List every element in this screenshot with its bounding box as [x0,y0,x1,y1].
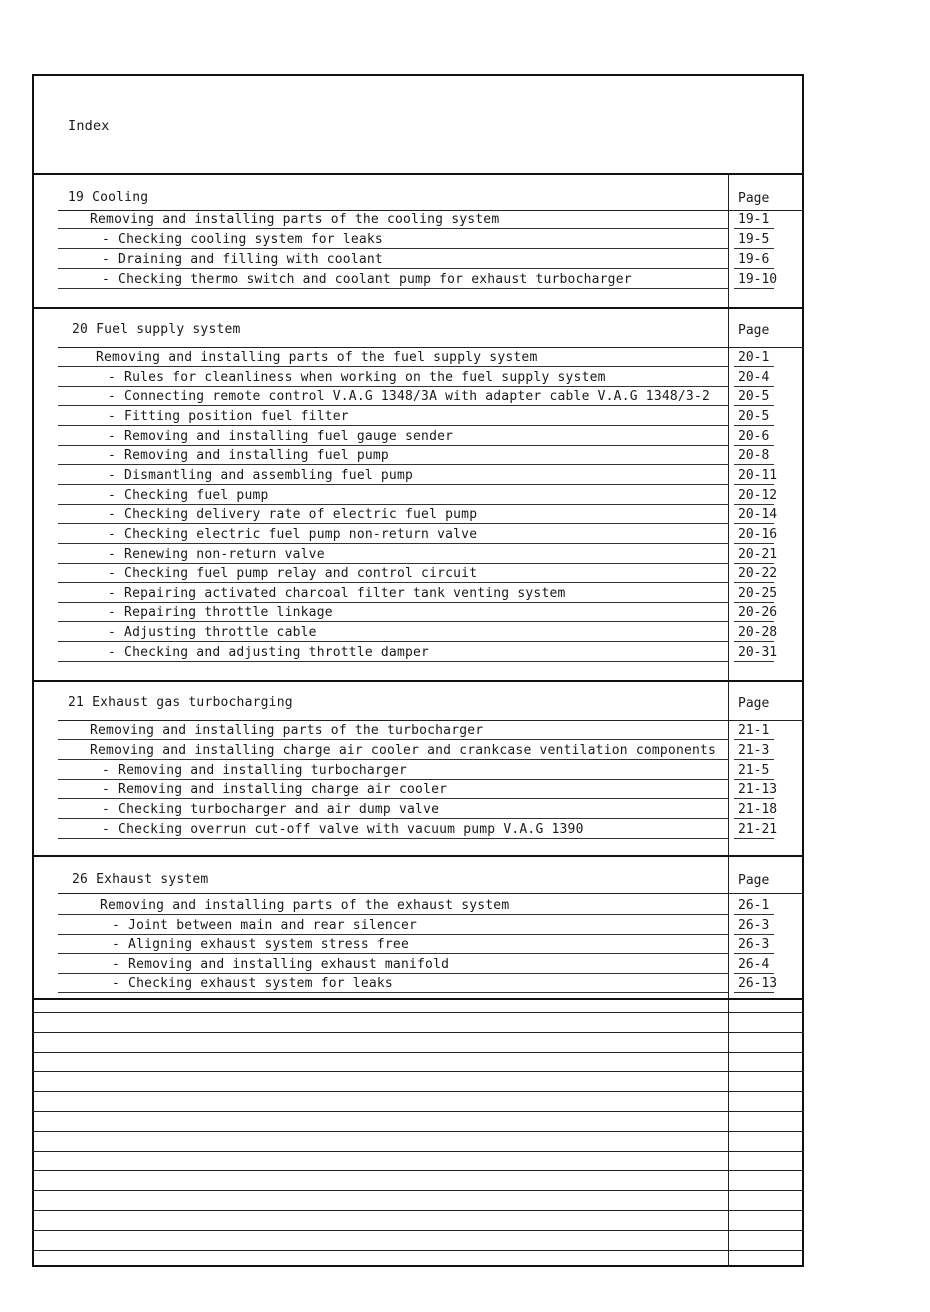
entry-text: - Aligning exhaust system stress free [112,937,409,953]
entry-underline [58,992,728,993]
entry-page: 20-1 [738,350,770,365]
page-underline [734,582,774,583]
blank-ruled-line [32,1111,804,1112]
entry-page: 20-5 [738,389,770,405]
entry-text: - Checking turbocharger and air dump valve [102,802,440,818]
entry-text: - Removing and installing turbocharger [102,762,408,778]
entry-page: 21-18 [738,802,778,818]
entry-page: 20-5 [738,408,770,424]
entry-page: 20-22 [738,566,778,582]
page-underline [734,504,774,505]
entry-underline [58,953,728,954]
entry-text: - Checking and adjusting throttle damper [108,644,430,660]
entry-page: 21-1 [738,723,770,738]
entry-text: Removing and installing charge air cooler and crankcase ventilation components [90,742,717,758]
entry-page: 20-25 [738,585,778,601]
page-column-label: Page [738,873,770,888]
entry-text: - Checking exhaust system for leaks [112,976,393,992]
entry-text: - Fitting position fuel filter [108,408,349,424]
section-heading: 20 Fuel supply system [72,322,241,337]
blank-ruled-line [32,1170,804,1171]
entry-text: - Checking electric fuel pump non-return valve [108,526,478,542]
entry-underline [58,582,728,583]
entry-page: 26-3 [738,937,770,953]
page-column-label: Page [738,191,770,206]
entry-text: - Adjusting throttle cable [108,625,317,641]
page-underline [734,248,774,249]
page-underline [734,484,774,485]
section-heading: 21 Exhaust gas turbocharging [68,695,293,710]
blank-ruled-line [32,1012,804,1013]
blank-ruled-line [32,1210,804,1211]
entry-page: 20-14 [738,507,778,523]
entry-page: 21-13 [738,782,778,798]
entry-underline [58,248,728,249]
entry-underline [58,484,728,485]
entry-underline [58,973,728,974]
entry-underline [58,464,728,465]
page-underline [734,563,774,564]
page-underline [734,405,774,406]
entry-underline [58,543,728,544]
page-underline [734,818,774,819]
entry-text: - Draining and filling with coolant [102,252,383,267]
entry-text: - Checking overrun cut-off valve with vacuum pump V.A.G 1390 [102,822,584,837]
entry-underline [58,228,728,229]
entry-text: - Rules for cleanliness when working on the fuel supply system [108,369,606,385]
entry-underline [58,779,728,780]
entry-underline [58,602,728,603]
entry-text: - Removing and installing fuel pump [108,448,389,464]
entry-text: - Checking fuel pump [108,487,269,503]
page-underline [734,641,774,642]
page-underline [734,934,774,935]
entry-text: - Checking cooling system for leaks [102,232,383,247]
entry-underline [58,563,728,564]
blank-ruled-line [32,1250,804,1251]
entry-text: Removing and installing parts of the cooling system [90,212,500,227]
entry-underline [58,386,728,387]
entry-page: 26-1 [738,898,770,913]
section-end-divider [32,680,804,682]
blank-ruled-line [32,1190,804,1191]
page-underline [734,621,774,622]
blank-ruled-line [32,1091,804,1092]
entry-text: - Dismantling and assembling fuel pump [108,467,414,483]
page-underline [734,798,774,799]
page-underline [734,602,774,603]
entry-underline [58,914,728,915]
entry-text: - Checking thermo switch and coolant pump for exhaust turbocharger [102,272,632,287]
entry-page: 20-28 [738,625,778,641]
section-header-divider [58,720,804,721]
title-divider [32,173,804,175]
entry-page: 20-4 [738,369,770,385]
entry-page: 20-8 [738,448,770,464]
section-end-divider [32,998,804,1000]
entry-text: - Connecting remote control V.A.G 1348/3A with adapter cable V.A.G 1348/3-2 [108,389,710,405]
page-underline [734,739,774,740]
page-underline [734,953,774,954]
entry-page: 19-1 [738,212,770,227]
section-header-divider [58,893,804,894]
page-underline [734,464,774,465]
blank-ruled-line [32,1230,804,1231]
page-underline [734,268,774,269]
entry-text: Removing and installing parts of the fuel supply system [96,350,538,365]
entry-underline [58,798,728,799]
entry-underline [58,759,728,760]
entry-underline [58,641,728,642]
page-underline [734,386,774,387]
section-end-divider [32,855,804,857]
blank-ruled-line [32,1131,804,1132]
index-title: Index [68,118,110,134]
entry-underline [58,504,728,505]
entry-page: 20-26 [738,605,778,621]
blank-ruled-line [32,1071,804,1072]
entry-underline [58,934,728,935]
entry-page: 20-16 [738,526,778,542]
entry-underline [58,288,728,289]
page-underline [734,992,774,993]
section-heading: 19 Cooling [68,190,149,205]
page-column-label: Page [738,323,770,338]
entry-text: Removing and installing parts of the turbocharger [90,723,484,738]
entry-text: - Repairing throttle linkage [108,605,333,621]
entry-page: 20-6 [738,428,770,444]
page-underline [734,759,774,760]
page-underline [734,366,774,367]
entry-page: 26-4 [738,956,770,972]
entry-underline [58,523,728,524]
section-end-divider [32,307,804,309]
section-header-divider [58,347,804,348]
section-heading: 26 Exhaust system [72,872,209,887]
blank-ruled-line [32,1052,804,1053]
entry-page: 19-6 [738,252,770,267]
blank-ruled-line [32,1032,804,1033]
entry-page: 21-5 [738,762,770,778]
entry-page: 19-5 [738,232,770,247]
entry-page: 20-21 [738,546,778,562]
entry-underline [58,661,728,662]
page-underline [734,779,774,780]
page-column-label: Page [738,696,770,711]
entry-page: 19-10 [738,272,778,287]
entry-page: 20-12 [738,487,778,503]
entry-text: - Renewing non-return valve [108,546,325,562]
page-underline [734,523,774,524]
page-underline [734,228,774,229]
page-underline [734,445,774,446]
entry-page: 20-31 [738,644,778,660]
page-underline [734,288,774,289]
entry-page: 20-11 [738,467,778,483]
entry-underline [58,445,728,446]
entry-underline [58,818,728,819]
page-underline [734,425,774,426]
entry-page: 21-3 [738,742,770,758]
page-underline [734,973,774,974]
entry-underline [58,405,728,406]
page-underline [734,914,774,915]
entry-underline [58,268,728,269]
entry-text: - Repairing activated charcoal filter tank venting system [108,585,566,601]
entry-underline [58,366,728,367]
entry-text: - Removing and installing charge air cooler [102,782,448,798]
section-header-divider [58,210,804,211]
entry-underline [58,621,728,622]
entry-text: - Checking delivery rate of electric fuel pump [108,507,478,523]
entry-text: - Removing and installing exhaust manifold [112,956,450,972]
entry-text: Removing and installing parts of the exhaust system [100,898,510,913]
entry-page: 21-21 [738,822,778,837]
page-underline [734,543,774,544]
entry-text: - Joint between main and rear silencer [112,917,418,933]
entry-text: - Checking fuel pump relay and control circuit [108,566,478,582]
entry-page: 26-13 [738,976,778,992]
entry-underline [58,425,728,426]
blank-ruled-line [32,1151,804,1152]
entry-underline [58,838,728,839]
entry-underline [58,739,728,740]
entry-page: 26-3 [738,917,770,933]
entry-text: - Removing and installing fuel gauge sender [108,428,454,444]
page-underline [734,661,774,662]
page-underline [734,838,774,839]
